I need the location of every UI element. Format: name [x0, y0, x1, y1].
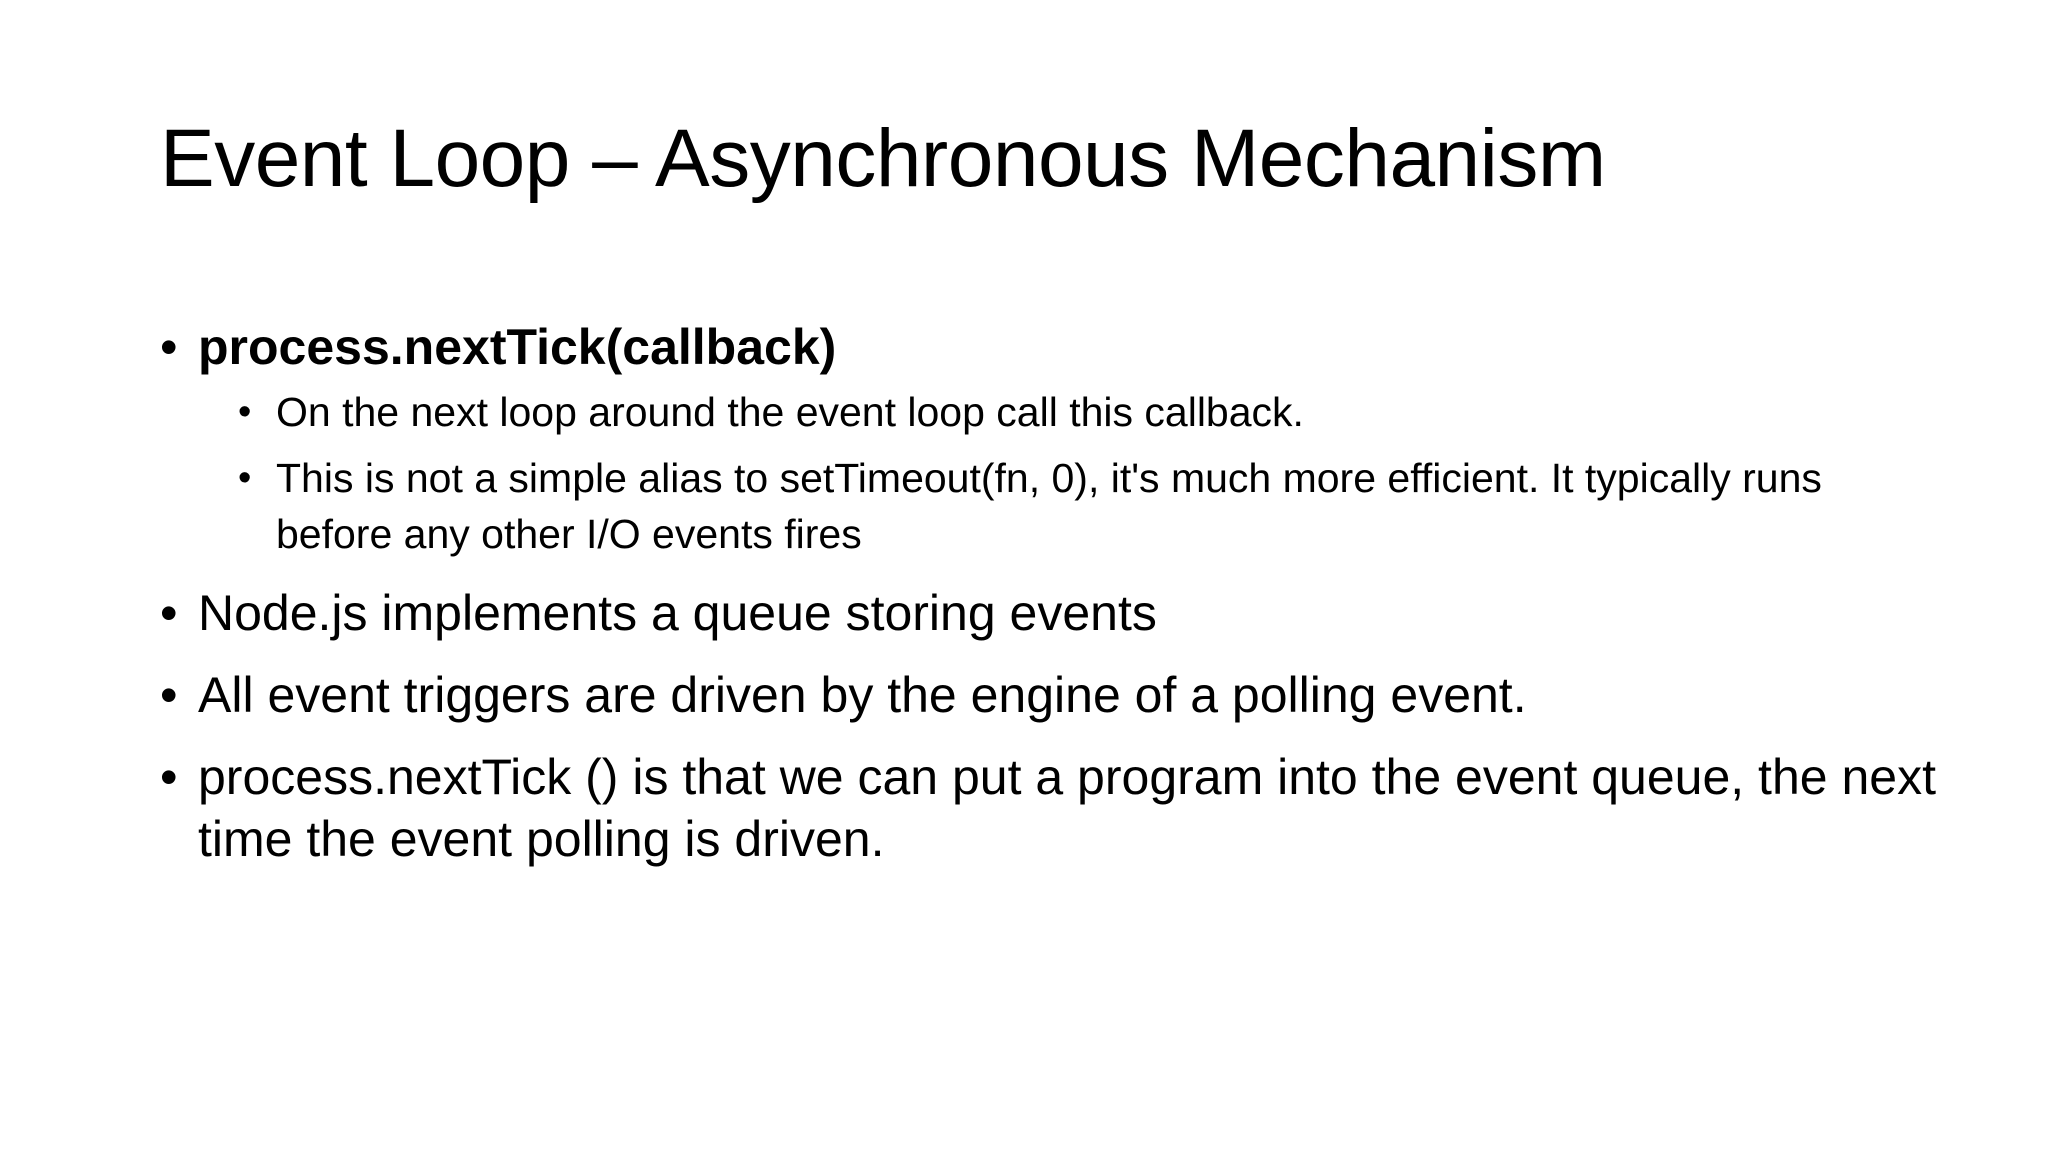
bullet-text: All event triggers are driven by the engine of a polling event. — [198, 667, 1527, 723]
bullet-item — [160, 746, 1940, 870]
bullet-icon: • — [238, 391, 252, 433]
sub-bullet-list — [198, 384, 1940, 562]
bullet-text: Node.js implements a queue storing events — [198, 585, 1157, 641]
slide-title: Event Loop – Asynchronous Mechanism — [160, 113, 1606, 204]
slide-content — [160, 316, 1940, 870]
sub-bullet-text: This is not a simple alias to setTimeout(fn, 0), it's much more efficient. It typically runs before any other I/O events fires — [276, 455, 1822, 557]
bullet-icon: • — [160, 749, 178, 805]
bullet-icon: • — [160, 319, 178, 375]
bullet-text: process.nextTick(callback) — [198, 319, 837, 375]
bullet-icon: • — [238, 457, 252, 499]
sub-bullet-text: On the next loop around the event loop call this callback. — [276, 389, 1304, 435]
bullet-icon: • — [160, 667, 178, 723]
sub-bullet-item — [238, 384, 1940, 440]
bullet-icon: • — [160, 585, 178, 641]
bullet-text: process.nextTick () is that we can put a program into the event queue, the next time the event polling is driven. — [198, 749, 1936, 867]
bullet-item — [160, 582, 1940, 644]
bullet-item — [160, 664, 1940, 726]
sub-bullet-item — [238, 450, 1940, 562]
bullet-item — [160, 316, 1940, 562]
